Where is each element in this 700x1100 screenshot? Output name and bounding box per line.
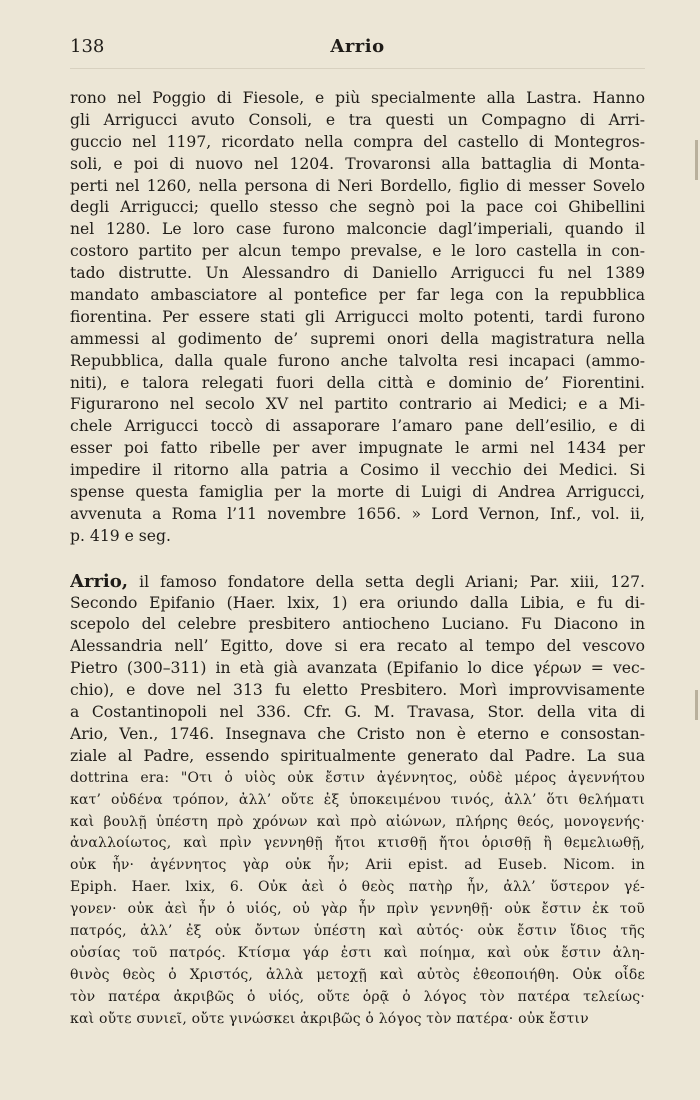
text-line: ammessi al godimento de’ supremi onori della magistratura nella xyxy=(70,329,645,348)
running-title: Arrio xyxy=(330,36,385,57)
text-line: mandato ambasciatore al pontefice per far lega con la repubblica xyxy=(70,286,645,305)
text-line: nel 1280. Le loro case furono malconcie dagl’imperiali, quando il xyxy=(70,220,645,239)
text-line: niti), e talora relegati fuori della città e dominio de’ Fiorentini. xyxy=(70,373,645,392)
scan-edge-mark xyxy=(695,690,698,720)
text-line: rono nel Poggio di Fiesole, e più specialmente alla Lastra. Hanno xyxy=(70,89,645,107)
text-line: fiorentina. Per essere stati gli Arrigucci molto potenti, tardi furono xyxy=(70,307,645,326)
page-number: 138 xyxy=(70,36,105,57)
greek-line: καὶ βουλῇ ὑπέστη πρὸ χρόνων καὶ πρὸ αἰώνων, πλήρης θεός, μονογενής· xyxy=(70,813,645,830)
greek-line: πατρός, ἀλλ’ ἐξ οὐκ ὄντων ὑπέστη καὶ αὐτός· οὐκ ἔστιν ἴδιος τῆς xyxy=(70,922,645,939)
text-line: scepolo del celebre presbitero antiocheno Luciano. Fu Diacono in xyxy=(70,615,645,634)
text-line: soli, e poi di nuovo nel 1204. Trovaronsi alla battaglia di Monta- xyxy=(70,154,645,173)
greek-line: καὶ οὔτε συνιεῖ, οὔτε γινώσκει ἀκριβῶς ὁ λόγος τὸν πατέρα· οὐκ ἔστιν xyxy=(70,1010,589,1027)
text-line: avvenuta a Roma l’11 novembre 1656. » Lord Vernon, Inf., vol. ii, xyxy=(70,504,645,523)
text-line: Pietro (300–311) in età già avanzata (Epifanio lo dice γέρων = vec- xyxy=(70,659,645,678)
entry-headline: Arrio, il famoso fondatore della setta degli Ariani; Par. xiii, 127. xyxy=(70,570,645,592)
text-line: p. 419 e seg. xyxy=(70,526,171,545)
text-line: dottrina era: "Οτι ὁ υἱὸς οὐκ ἔστιν ἀγέννητος, οὐδὲ μέρος ἀγεννήτου xyxy=(70,769,645,786)
text-line: a Costantinopoli nel 336. Cfr. G. M. Travasa, Stor. della vita di xyxy=(70,703,645,722)
greek-line: κατ’ οὐδένα τρόπον, ἀλλ’ οὔτε ἐξ ὑποκειμένου τινός, ἀλλ’ ὅτι θελήματι xyxy=(70,791,645,808)
header-rule xyxy=(70,68,645,69)
paragraph-gap xyxy=(70,548,645,571)
text-line: tado distrutte. Un Alessandro di Daniello Arrigucci fu nel 1389 xyxy=(70,264,645,283)
scan-edge-mark xyxy=(695,140,698,180)
text-line: Figurarono nel secolo XV nel partito contrario ai Medici; e a Mi- xyxy=(70,395,645,414)
text-line: chele Arrigucci toccò di assaporare l’amaro pane dell’esilio, e di xyxy=(70,417,645,436)
text-line: chio), e dove nel 313 fu eletto Presbitero. Morì improvvisamente xyxy=(70,681,645,700)
greek-line: Epiph. Haer. lxix, 6. Οὐκ ἀεὶ ὁ θεὸς πατὴρ ἦν, ἀλλ’ ὕστερον γέ- xyxy=(70,879,645,896)
text-line: gli Arrigucci avuto Consoli, e tra questi un Compagno di Arri- xyxy=(70,110,645,129)
text-line: costoro partito per alcun tempo prevalse, e le loro castella in con- xyxy=(70,242,645,261)
entry-headword: Arrio, xyxy=(70,570,129,592)
greek-line: γονεν· οὐκ ἀεὶ ἦν ὁ υἱός, οὐ γὰρ ἦν πρὶν γεννηθῇ· οὐκ ἔστιν ἐκ τοῦ xyxy=(70,901,645,918)
text-line: Ario, Ven., 1746. Insegnava che Cristo non è eterno e consostan- xyxy=(70,724,645,743)
text-line: Alessandria nell’ Egitto, dove si era recato al tempo del vescovo xyxy=(70,637,645,656)
text-line: guccio nel 1197, ricordato nella compra del castello di Montegros- xyxy=(70,132,645,151)
text-line: degli Arrigucci; quello stesso che segnò poi la pace coi Ghibellini xyxy=(70,198,645,217)
page-body xyxy=(70,88,645,1030)
text-line: Repubblica, dalla quale furono anche talvolta resi incapaci (ammo- xyxy=(70,351,645,370)
page-header xyxy=(70,36,645,66)
greek-line: τὸν πατέρα ἀκριβῶς ὁ υἱός, οὔτε ὁρᾷ ὁ λόγος τὸν πατέρα τελείως· xyxy=(70,988,645,1005)
greek-line: οὐσίας τοῦ πατρός. Κτίσμα γάρ ἐστι καὶ ποίημα, καὶ οὐκ ἔστιν ἀλη- xyxy=(70,944,645,961)
greek-line: ἀναλλοίωτος, καὶ πρὶν γεννηθῇ ἤτοι κτισθῇ ἤτοι ὁρισθῇ ἢ θεμελιωθῇ, xyxy=(70,835,645,852)
text-line: ziale al Padre, essendo spiritualmente generato dal Padre. La sua xyxy=(70,746,645,765)
text-line: Secondo Epifanio (Haer. lxix, 1) era oriundo dalla Libia, e fu di- xyxy=(70,593,645,612)
text-line: spense questa famiglia per la morte di Luigi di Andrea Arrigucci, xyxy=(70,483,645,502)
greek-line: θινὸς θεὸς ὁ Χριστός, ἀλλὰ μετοχῇ καὶ αὐτὸς ἐθεοποιήθη. Οὐκ οἶδε xyxy=(70,966,645,983)
text-line: perti nel 1260, nella persona di Neri Bordello, figlio di messer Sovelo xyxy=(70,176,645,195)
greek-line: οὐκ ἦν· ἀγέννητος γὰρ οὐκ ἦν; Arii epist. ad Euseb. Nicom. in xyxy=(70,857,645,874)
entry-arrio xyxy=(70,571,645,1031)
text-line: impedire il ritorno alla patria a Cosimo il vecchio dei Medici. Si xyxy=(70,461,645,480)
paragraph-arrigucci xyxy=(70,88,645,548)
text-line: esser poi fatto ribelle per aver impugnate le armi nel 1434 per xyxy=(70,439,645,458)
